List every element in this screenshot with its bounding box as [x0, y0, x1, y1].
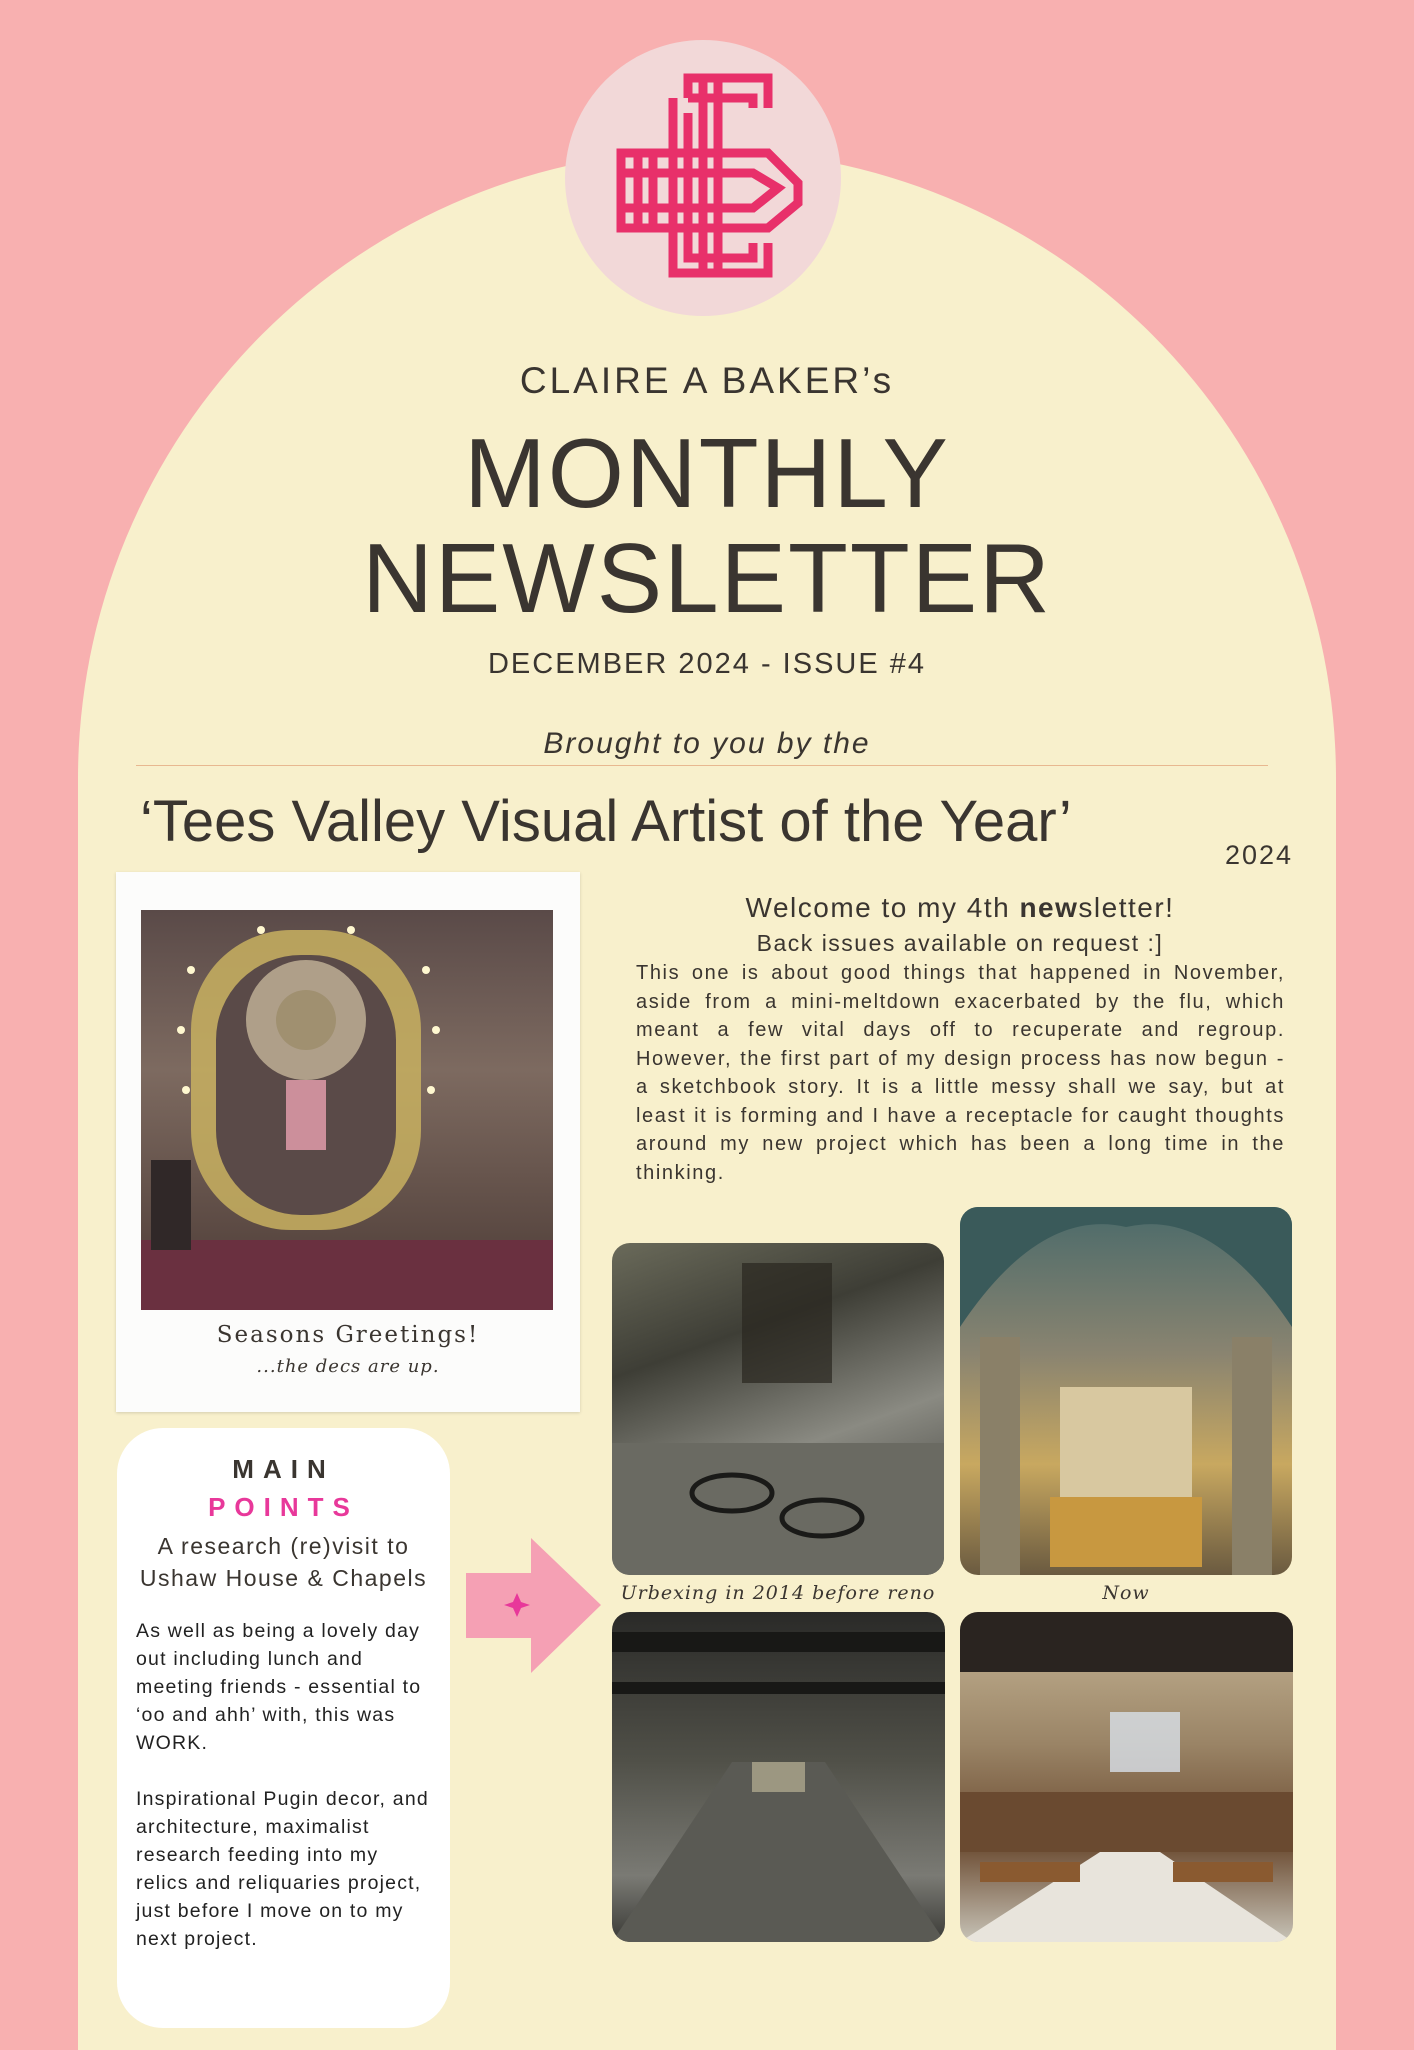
- main-points-paragraph-2: Inspirational Pugin decor, and architecture, maximalist research feeding into my relics and reliquaries project, just before I move on to my next project.: [136, 1788, 429, 1950]
- polaroid-caption: Seasons Greetings!: [216, 1322, 480, 1348]
- issue-date: DECEMBER 2024 - ISSUE #4: [487, 648, 927, 680]
- welcome-heading: [580, 892, 1340, 924]
- cab-monogram-logo: [593, 68, 813, 288]
- title-monthly: MONTHLY: [464, 418, 950, 528]
- back-issues-note: Back issues available on request :]: [756, 930, 1164, 956]
- award-year: 2024: [1225, 840, 1294, 870]
- award-title: ‘Tees Valley Visual Artist of the Year’: [140, 789, 1072, 854]
- arrow-right-icon: [466, 1538, 601, 1673]
- chapel-altar-photo: [960, 1207, 1292, 1575]
- title-newsletter: NEWSLETTER: [362, 523, 1052, 633]
- brought-by-line: Brought to you by the: [543, 727, 871, 760]
- christmas-mirror-photo: [141, 910, 553, 1310]
- main-points-subtitle-line2: Ushaw House & Chapels: [139, 1565, 428, 1591]
- caption-now: Now: [1102, 1582, 1150, 1604]
- urbex-corridor-photo: [612, 1243, 944, 1575]
- logo-badge: [565, 40, 841, 316]
- main-points-heading-main: MAIN: [232, 1454, 335, 1484]
- main-points-heading-points: POINTS: [208, 1492, 359, 1522]
- polaroid-subcaption: ...the decs are up.: [256, 1356, 440, 1377]
- restored-hall-photo: [960, 1612, 1293, 1942]
- newsletter-byline: CLAIRE A BAKER’s: [519, 360, 895, 401]
- derelict-hall-photo: [612, 1612, 945, 1942]
- caption-before: Urbexing in 2014 before reno: [620, 1582, 936, 1604]
- main-points-paragraph-1: As well as being a lovely day out including lunch and meeting friends - essential to ‘oo and ahh’ with, this was WORK.: [136, 1620, 422, 1754]
- welcome-suffix: sletter!: [1078, 892, 1175, 923]
- welcome-bold: new: [1019, 892, 1079, 923]
- main-points-subtitle-line1: A research (re)visit to: [157, 1533, 410, 1559]
- divider-rule: [136, 765, 1268, 766]
- mirror-illustration: [141, 910, 553, 1310]
- welcome-body: This one is about good things that happened in November, aside from a mini-meltdown exacerbated by the flu, which meant a few vital days off to recuperate and regroup. However, the first part of my design process has now begun - a sketchbook story. It is a little messy shall we say, but at least it is forming and I have a receptacle for caught thoughts around my new project which has been a long time in the thinking.: [636, 962, 1285, 1184]
- welcome-prefix: Welcome to my 4th: [745, 892, 1020, 923]
